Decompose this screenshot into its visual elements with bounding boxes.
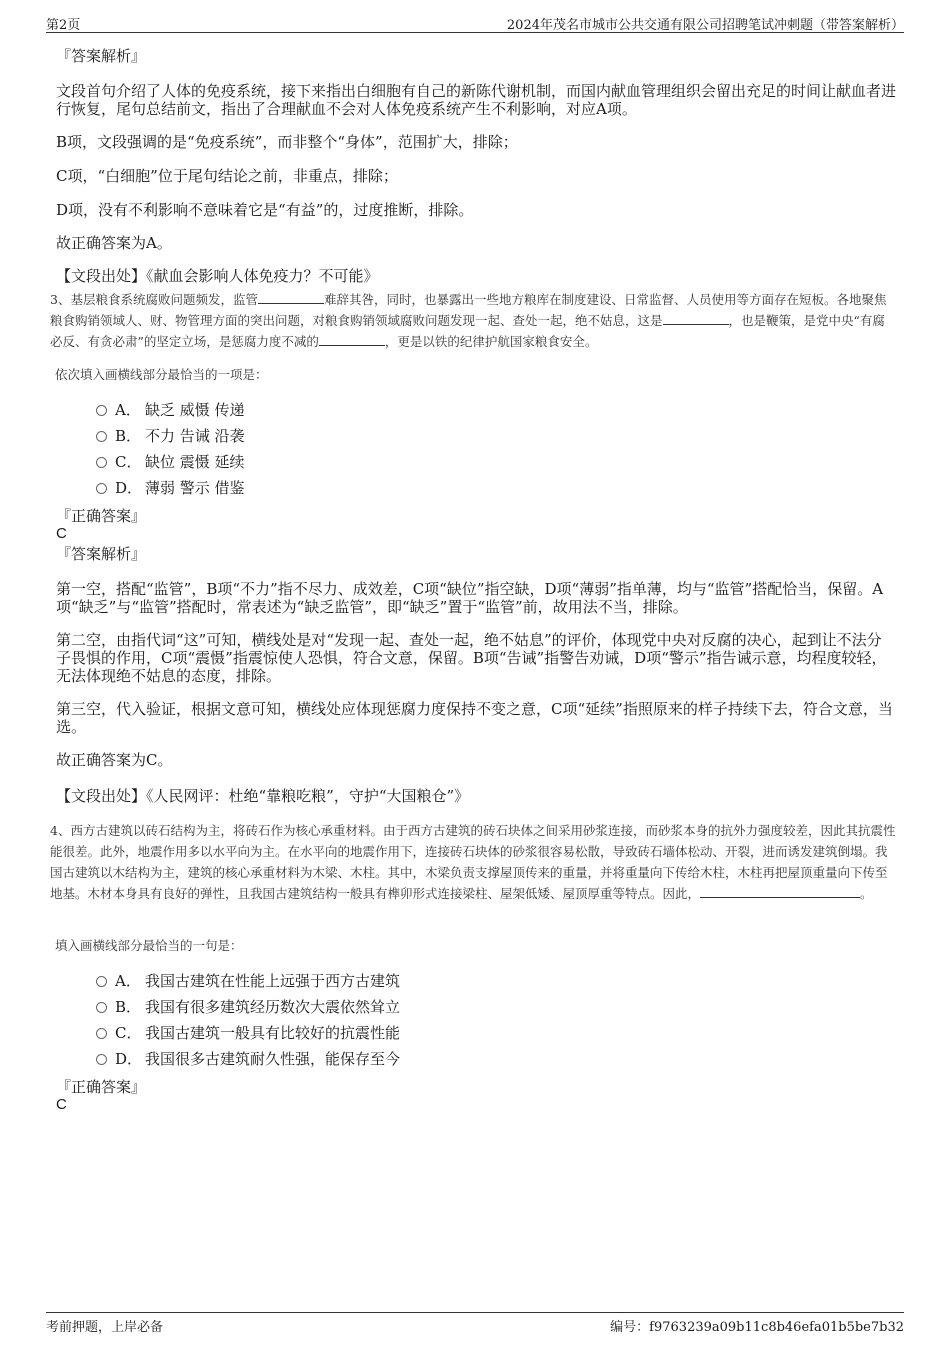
option-c[interactable]: C． 缺位 震慑 延续 <box>96 452 245 472</box>
option-d[interactable]: D． 薄弱 警示 借鉴 <box>96 478 245 498</box>
analysis-paragraph: B项，文段强调的是“免疫系统”，而非整个“身体”，范围扩大，排除； <box>56 133 518 151</box>
correct-answer-statement: 故正确答案为C。 <box>56 751 173 769</box>
page-number: 第2页 <box>46 18 81 33</box>
analysis-paragraph: 文段首句介绍了人体的免疫系统，接下来指出白细胞有自己的新陈代谢机制，而国内献血管理组织会留出充足的时间让献血者进行恢复，尾句总结前文，指出了合理献血不会对人体免疫系统产生不利影响，对应A项。 <box>56 82 897 118</box>
analysis-paragraph: D项，没有不利影响不意味着它是“有益”的，过度推断，排除。 <box>56 201 474 219</box>
correct-answer-label: 『正确答案』 <box>56 1078 147 1096</box>
analysis-paragraph: C项，“白细胞”位于尾句结论之前，非重点，排除； <box>56 167 398 185</box>
question-text: ，也是鞭策，是党中央“有腐必反、有贪必肃”的坚定立场，是惩腐力度不减的 <box>50 313 885 349</box>
fill-blank <box>258 291 324 304</box>
question-3-stem <box>50 289 896 352</box>
fill-blank <box>663 312 729 325</box>
radio-button[interactable] <box>96 405 107 416</box>
radio-button[interactable] <box>96 483 107 494</box>
option-b[interactable]: B． 不力 告诫 沿袭 <box>96 426 245 446</box>
analysis-paragraph: 第一空，搭配“监管”，B项“不力”指不尽力、成效差，C项“缺位”指空缺，D项“薄弱”指单薄，均与“监管”搭配恰当，保留。A项“缺乏”与“监管”搭配时，常表述为“缺乏监管”，即“缺乏”置于“监管”前，故用法不当，排除。 <box>56 580 884 616</box>
option-c[interactable]: C． 我国古建筑一般具有比较好的抗震性能 <box>96 1023 400 1043</box>
radio-button[interactable] <box>96 1028 107 1039</box>
option-a[interactable]: A． 我国古建筑在性能上远强于西方古建筑 <box>96 971 400 991</box>
option-a[interactable]: A． 缺乏 威慑 传递 <box>96 400 245 420</box>
question-text: 。 <box>860 886 873 901</box>
correct-answer: C <box>56 1096 67 1113</box>
radio-button[interactable] <box>96 431 107 442</box>
radio-button[interactable] <box>96 1002 107 1013</box>
document-id: 编号：f9763239a09b11c8b46efa01b5be7b32 <box>610 1320 904 1335</box>
radio-button[interactable] <box>96 976 107 987</box>
fill-blank <box>700 885 860 898</box>
passage-source: 【文段出处】《人民网评：杜绝“靠粮吃粮”，守护“大国粮仓”》 <box>56 787 470 805</box>
question-4-stem <box>50 820 896 904</box>
correct-answer: C <box>56 525 67 542</box>
footer-slogan: 考前押题，上岸必备 <box>46 1320 164 1335</box>
option-b[interactable]: B． 我国有很多建筑经历数次大震依然耸立 <box>96 997 400 1017</box>
correct-answer-label: 『正确答案』 <box>56 507 147 525</box>
question-prompt: 填入画横线部分最恰当的一句是： <box>55 938 243 953</box>
question-text: 难辞其咎，同时，也暴露出一些地方粮库在制度建设、日常监督、人员使用等方面存在短板。各地聚焦粮食购销领域人、财、物管理方面的突出问题，对粮食购销领域腐败问题发现一起、查处一起，绝不姑息，这是 <box>50 292 887 328</box>
document-title: 2024年茂名市城市公共交通有限公司招聘笔试冲刺题（带答案解析） <box>506 18 904 33</box>
analysis-paragraph: 第二空，由指代词“这”可知，横线处是对“发现一起、查处一起，绝不姑息”的评价，体现党中央对反腐的决心，起到让不法分子畏惧的作用，C项“震慑”指震惊使人恐惧，符合文意，保留。B项“告诫”指警告劝诫，D项“警示”指告诫示意，均程度较轻，无法体现绝不姑息的态度，排除。 <box>56 631 887 685</box>
analysis-label: 『答案解析』 <box>56 545 147 563</box>
radio-button[interactable] <box>96 457 107 468</box>
analysis-label: 『答案解析』 <box>56 47 147 65</box>
radio-button[interactable] <box>96 1054 107 1065</box>
page-header <box>46 12 904 33</box>
question-prompt: 依次填入画横线部分最恰当的一项是： <box>55 367 268 382</box>
correct-answer-statement: 故正确答案为A。 <box>56 234 172 252</box>
page-footer <box>46 1312 904 1335</box>
passage-source: 【文段出处】《献血会影响人体免疫力？不可能》 <box>56 267 379 285</box>
fill-blank <box>319 333 385 346</box>
question-text: 3、基层粮食系统腐败问题频发，监管 <box>50 292 258 307</box>
analysis-paragraph: 第三空，代入验证，根据文意可知，横线处应体现惩腐力度保持不变之意，C项“延续”指照原来的样子持续下去，符合文意，当选。 <box>56 700 893 736</box>
question-text: 4、西方古建筑以砖石结构为主，将砖石作为核心承重材料。由于西方古建筑的砖石块体之间采用砂浆连接，而砂浆本身的抗外力强度较差，因此其抗震性能很差。此外，地震作用多以水平向为主。在水平向的地震作用下，连接砖石块体的砂浆很容易松散，导致砖石墙体松动、开裂，进而诱发建筑倒塌。我国古建筑以木结构为主，建筑的核心承重材料为木梁、木柱。其中，木梁负责支撑屋顶传来的重量，并将重量向下传给木柱，木柱再把屋顶重量向下传至地基。木材本身具有良好的弹性，且我国古建筑结构一般具有榫卯形式连接梁柱、屋架低矮、屋顶厚重等特点。因此， <box>50 823 896 901</box>
option-d[interactable]: D． 我国很多古建筑耐久性强，能保存至今 <box>96 1049 400 1069</box>
question-text: ，更是以铁的纪律护航国家粮食安全。 <box>384 334 598 349</box>
